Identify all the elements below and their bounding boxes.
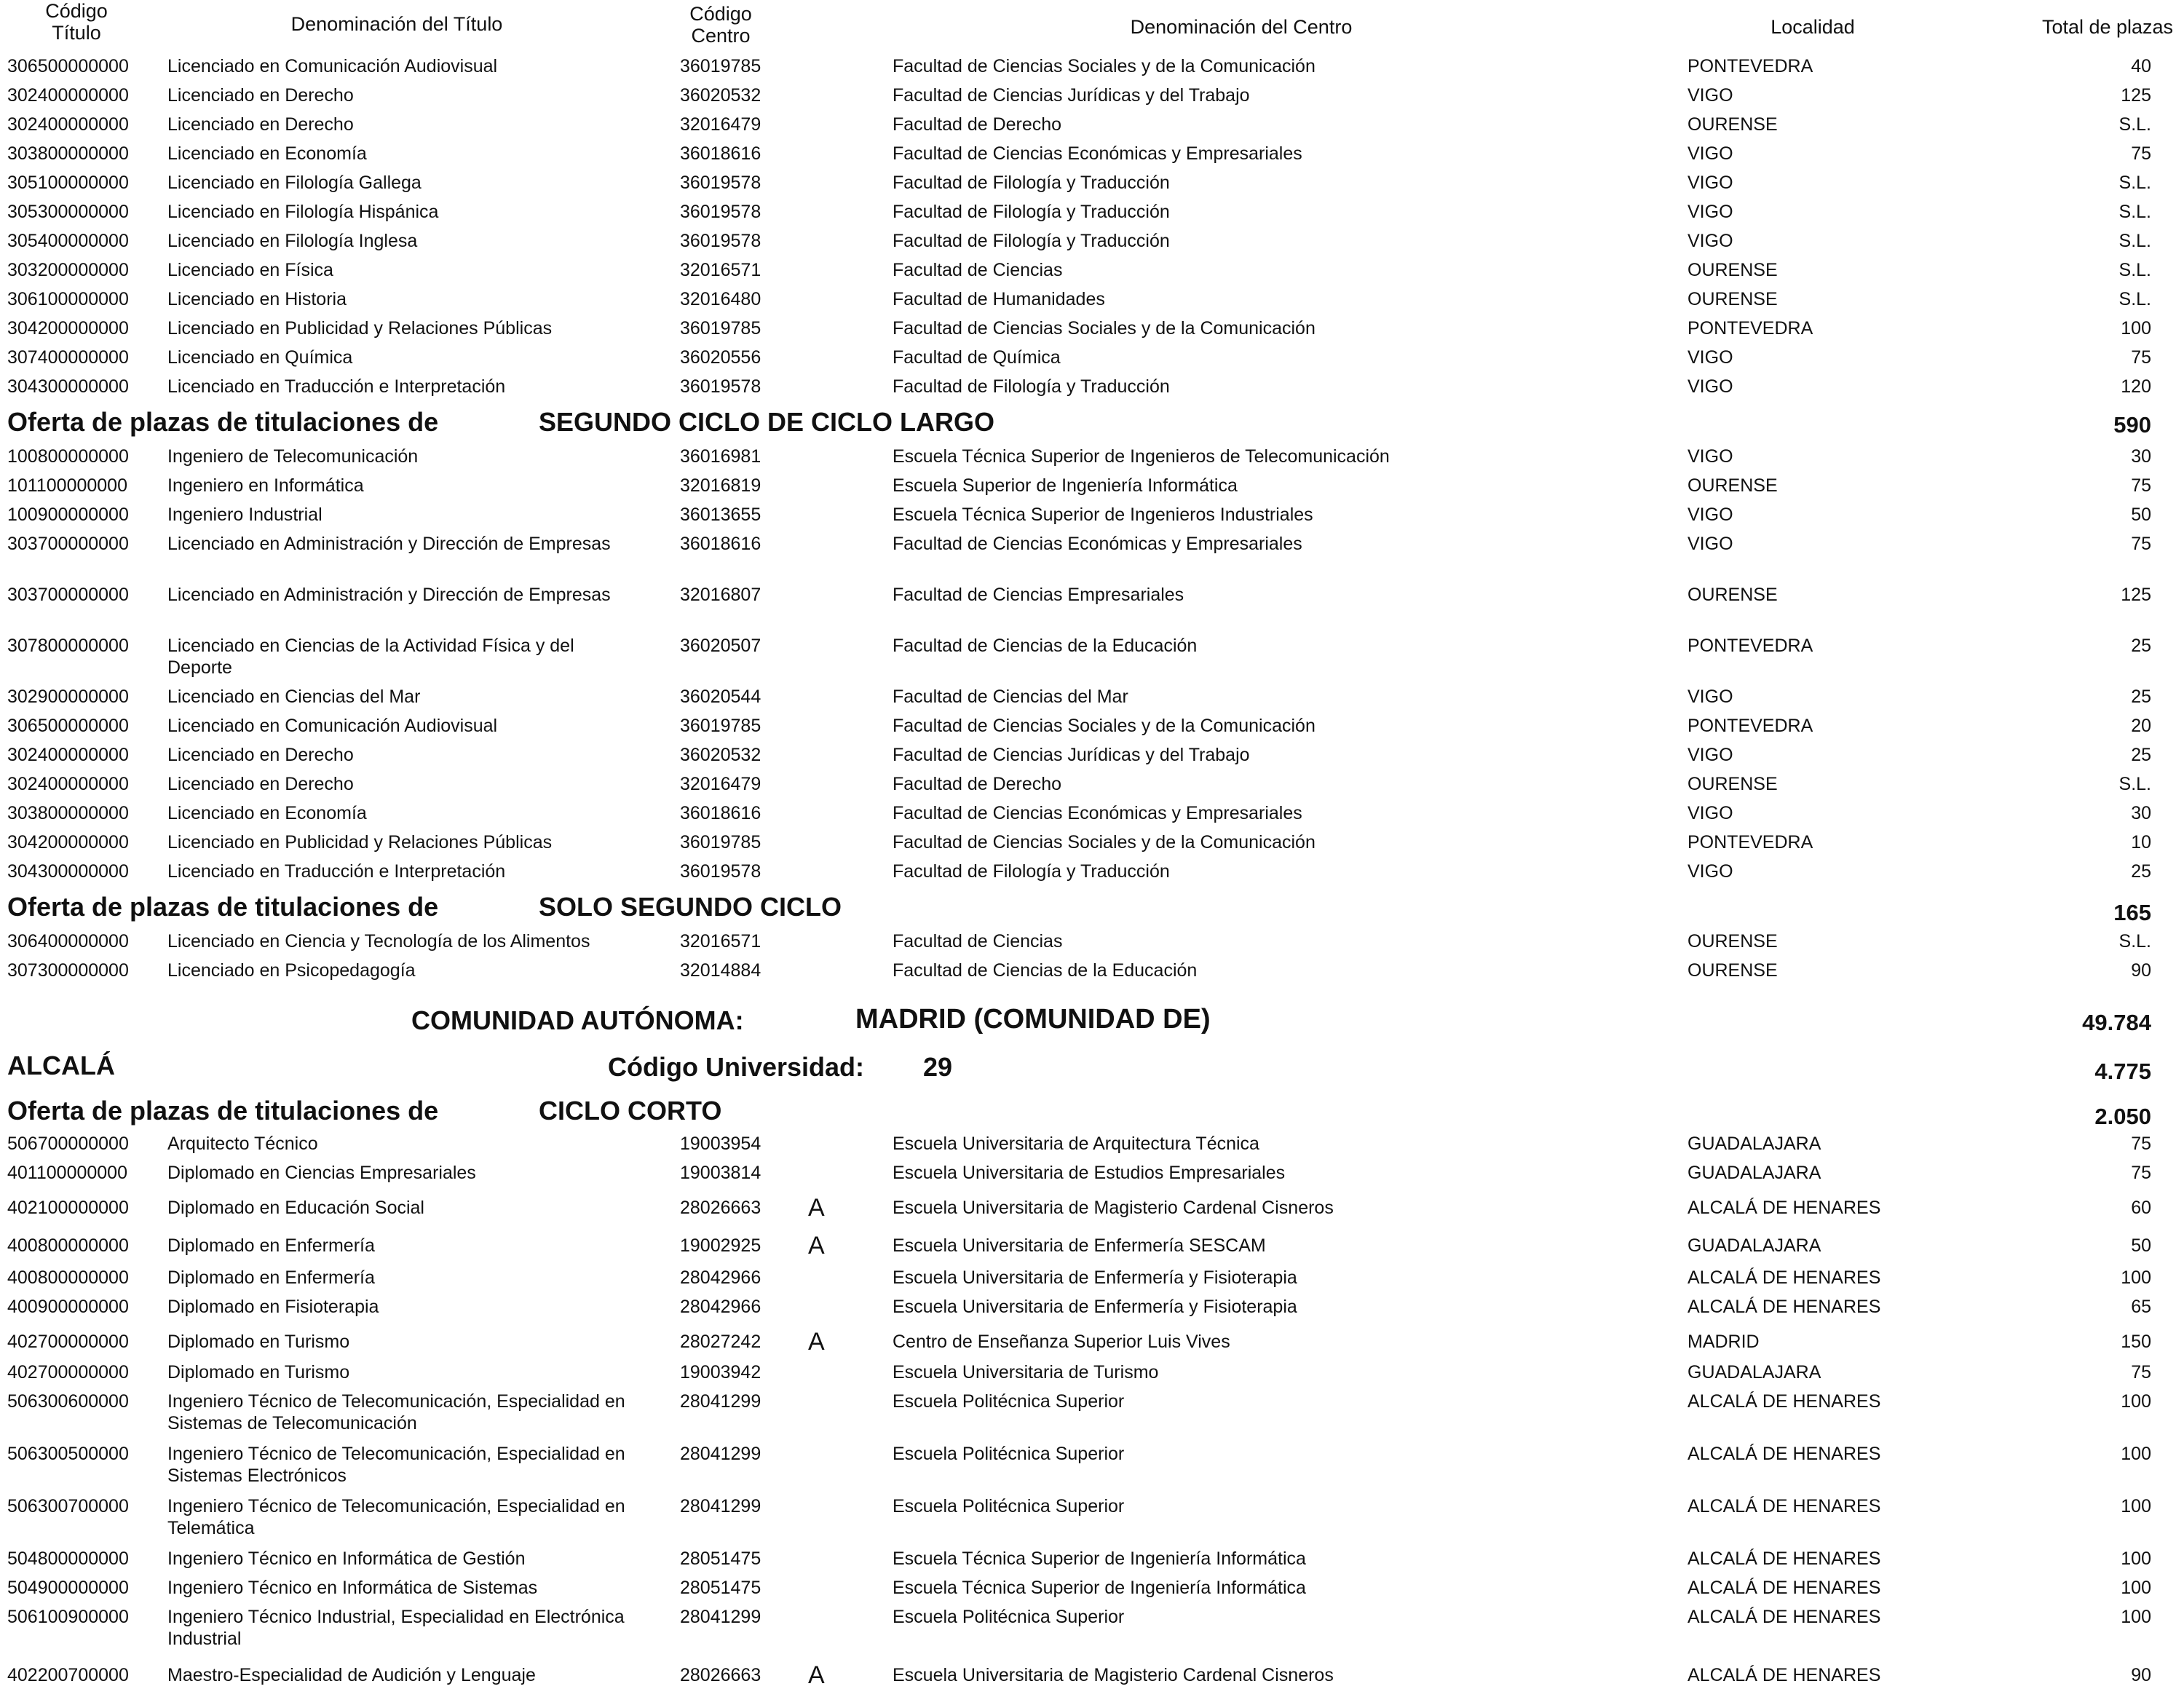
- titulo-cell: Licenciado en Derecho: [167, 85, 354, 106]
- universidad-nombre: ALCALÁ: [7, 1051, 115, 1080]
- code-cell: 306500000000: [7, 716, 129, 736]
- centro-name-cell: Facultad de Filología y Traducción: [893, 376, 1170, 397]
- section-type-solo-segundo-ciclo: SOLO SEGUNDO CICLO: [539, 892, 842, 922]
- code-cell: 400800000000: [7, 1267, 129, 1288]
- header-codigo-titulo-line1: Código: [45, 0, 108, 22]
- centro-name-cell: Facultad de Ciencias de la Educación: [893, 636, 1198, 656]
- titulo-cell: Licenciado en Derecho: [167, 114, 354, 135]
- codigo-centro-cell: 36019785: [680, 716, 761, 736]
- localidad-cell: VIGO: [1688, 687, 1733, 707]
- titulo-cell: Licenciado en Historia: [167, 289, 347, 309]
- centro-name-cell: Facultad de Ciencias Económicas y Empresariales: [893, 534, 1302, 554]
- codigo-centro-cell: 36019578: [680, 231, 761, 251]
- header-localidad: Localidad: [1770, 16, 1855, 38]
- plazas-cell: 100: [2121, 318, 2151, 339]
- plazas-cell: 30: [2131, 446, 2151, 467]
- centro-name-cell: Escuela Universitaria de Magisterio Cardenal Cisneros: [893, 1198, 1334, 1218]
- codigo-centro-cell: 28041299: [680, 1496, 761, 1516]
- localidad-cell: OURENSE: [1688, 931, 1778, 952]
- codigo-centro-cell: 19003942: [680, 1362, 761, 1383]
- titulo-cell: Licenciado en Física: [167, 260, 333, 280]
- plazas-cell: 125: [2121, 85, 2151, 106]
- section-total-ciclo-corto: 2.050: [2094, 1104, 2151, 1129]
- titulo-cell: Licenciado en Ciencias del Mar: [167, 687, 421, 707]
- titulo-cell: Licenciado en Comunicación Audiovisual: [167, 56, 498, 76]
- plazas-cell: 25: [2131, 745, 2151, 765]
- localidad-cell: PONTEVEDRA: [1688, 636, 1813, 656]
- titulo-cell: Arquitecto Técnico: [167, 1134, 318, 1154]
- localidad-cell: VIGO: [1688, 173, 1733, 193]
- centro-name-cell: Facultad de Filología y Traducción: [893, 861, 1170, 882]
- plazas-cell: 100: [2121, 1391, 2151, 1412]
- code-cell: 304300000000: [7, 376, 129, 397]
- centro-name-cell: Facultad de Ciencias Económicas y Empresariales: [893, 803, 1302, 823]
- localidad-cell: PONTEVEDRA: [1688, 716, 1813, 736]
- centro-name-cell: Facultad de Filología y Traducción: [893, 173, 1170, 193]
- code-cell: 303700000000: [7, 534, 129, 554]
- centro-name-cell: Escuela Universitaria de Estudios Empresariales: [893, 1163, 1286, 1183]
- codigo-centro-cell: 32016571: [680, 931, 761, 952]
- titulo-cell: Ingeniero Técnico de Telecomunicación, Especialidad en Sistemas de Telecomunicación: [167, 1391, 625, 1433]
- code-cell: 506700000000: [7, 1134, 129, 1154]
- plazas-cell: 50: [2131, 505, 2151, 525]
- codigo-centro-cell: 36019578: [680, 202, 761, 222]
- titulo-cell: Licenciado en Filología Inglesa: [167, 231, 418, 251]
- code-cell: 307300000000: [7, 960, 129, 981]
- codigo-centro-cell: 36019578: [680, 376, 761, 397]
- codigo-centro-cell: 32016479: [680, 774, 761, 794]
- universidad-codigo-label: Código Universidad:: [608, 1052, 865, 1082]
- codigo-centro-cell: 28042966: [680, 1267, 761, 1288]
- centro-name-cell: Escuela Universitaria de Enfermería y Fisioterapia: [893, 1267, 1297, 1288]
- localidad-cell: VIGO: [1688, 534, 1733, 554]
- codigo-centro-cell: 19003954: [680, 1134, 761, 1154]
- centro-name-cell: Facultad de Ciencias Sociales y de la Comunicación: [893, 318, 1315, 339]
- codigo-centro-cell: 28051475: [680, 1578, 761, 1598]
- localidad-cell: VIGO: [1688, 231, 1733, 251]
- localidad-cell: ALCALÁ DE HENARES: [1688, 1198, 1881, 1218]
- plazas-cell: 25: [2131, 861, 2151, 882]
- plazas-cell: S.L.: [2118, 202, 2151, 222]
- section-total-segundo-ciclo-largo: 590: [2113, 412, 2151, 438]
- localidad-cell: OURENSE: [1688, 475, 1778, 496]
- codigo-centro-cell: 36018616: [680, 143, 761, 164]
- code-cell: 302400000000: [7, 745, 129, 765]
- codigo-centro-cell: 32016571: [680, 260, 761, 280]
- codigo-centro-cell: 32016480: [680, 289, 761, 309]
- centro-name-cell: Escuela Universitaria de Arquitectura Técnica: [893, 1134, 1259, 1154]
- plazas-cell: 75: [2131, 347, 2151, 368]
- plazas-cell: 150: [2121, 1332, 2151, 1352]
- centro-name-cell: Facultad de Humanidades: [893, 289, 1105, 309]
- titulo-cell: Diplomado en Enfermería: [167, 1235, 375, 1256]
- plazas-cell: 90: [2131, 960, 2151, 981]
- code-cell: 402200700000: [7, 1665, 129, 1685]
- code-cell: 506300500000: [7, 1444, 129, 1464]
- codigo-centro-cell: 36020532: [680, 745, 761, 765]
- centro-name-cell: Facultad de Ciencias Económicas y Empresariales: [893, 143, 1302, 164]
- titulo-cell: Licenciado en Traducción e Interpretación: [167, 376, 506, 397]
- localidad-cell: MADRID: [1688, 1332, 1760, 1352]
- localidad-cell: VIGO: [1688, 347, 1733, 368]
- titulo-cell: Licenciado en Publicidad y Relaciones Públicas: [167, 318, 553, 339]
- localidad-cell: VIGO: [1688, 446, 1733, 467]
- code-cell: 303200000000: [7, 260, 129, 280]
- code-cell: 304300000000: [7, 861, 129, 882]
- centro-name-cell: Centro de Enseñanza Superior Luis Vives: [893, 1332, 1230, 1352]
- localidad-cell: VIGO: [1688, 143, 1733, 164]
- localidad-cell: OURENSE: [1688, 289, 1778, 309]
- plazas-cell: 75: [2131, 143, 2151, 164]
- code-cell: 304200000000: [7, 318, 129, 339]
- codigo-centro-cell: 28041299: [680, 1607, 761, 1627]
- header-codigo-centro-line1: Código: [689, 3, 752, 25]
- flag-cell: A: [808, 1661, 825, 1689]
- localidad-cell: PONTEVEDRA: [1688, 318, 1813, 339]
- code-cell: 303800000000: [7, 803, 129, 823]
- centro-name-cell: Facultad de Ciencias Empresariales: [893, 585, 1184, 605]
- code-cell: 302400000000: [7, 85, 129, 106]
- centro-name-cell: Facultad de Ciencias del Mar: [893, 687, 1128, 707]
- localidad-cell: ALCALÁ DE HENARES: [1688, 1578, 1881, 1598]
- flag-cell: A: [808, 1328, 825, 1356]
- localidad-cell: OURENSE: [1688, 585, 1778, 605]
- code-cell: 306400000000: [7, 931, 129, 952]
- localidad-cell: ALCALÁ DE HENARES: [1688, 1548, 1881, 1569]
- header-codigo-centro-line2: Centro: [691, 25, 751, 47]
- titulo-cell: Diplomado en Enfermería: [167, 1267, 375, 1288]
- localidad-cell: ALCALÁ DE HENARES: [1688, 1607, 1881, 1627]
- titulo-cell: Licenciado en Ciencia y Tecnología de los Alimentos: [167, 931, 590, 952]
- plazas-cell: 100: [2121, 1496, 2151, 1516]
- plazas-cell: 50: [2131, 1235, 2151, 1256]
- centro-name-cell: Escuela Técnica Superior de Ingeniería Informática: [893, 1548, 1306, 1569]
- code-cell: 400800000000: [7, 1235, 129, 1256]
- codigo-centro-cell: 19003814: [680, 1163, 761, 1183]
- code-cell: 400900000000: [7, 1297, 129, 1317]
- localidad-cell: GUADALAJARA: [1688, 1163, 1821, 1183]
- titulo-cell: Licenciado en Economía: [167, 143, 367, 164]
- plazas-cell: 100: [2121, 1267, 2151, 1288]
- comunidad-total: 49.784: [2082, 1010, 2151, 1035]
- section-heading-ciclo-corto: Oferta de plazas de titulaciones de: [7, 1096, 439, 1126]
- codigo-centro-cell: 36019578: [680, 861, 761, 882]
- section-total-solo-segundo-ciclo: 165: [2113, 900, 2151, 925]
- code-cell: 306100000000: [7, 289, 129, 309]
- localidad-cell: VIGO: [1688, 505, 1733, 525]
- flag-cell: A: [808, 1194, 825, 1222]
- centro-name-cell: Facultad de Ciencias Jurídicas y del Trabajo: [893, 85, 1250, 106]
- code-cell: 305300000000: [7, 202, 129, 222]
- code-cell: 302900000000: [7, 687, 129, 707]
- code-cell: 101100000000: [7, 475, 127, 496]
- localidad-cell: ALCALÁ DE HENARES: [1688, 1297, 1881, 1317]
- code-cell: 307400000000: [7, 347, 129, 368]
- plazas-cell: 100: [2121, 1548, 2151, 1569]
- localidad-cell: ALCALÁ DE HENARES: [1688, 1665, 1881, 1685]
- titulo-cell: Ingeniero Industrial: [167, 505, 323, 525]
- code-cell: 402700000000: [7, 1332, 129, 1352]
- centro-name-cell: Escuela Politécnica Superior: [893, 1496, 1125, 1516]
- localidad-cell: VIGO: [1688, 861, 1733, 882]
- centro-name-cell: Facultad de Derecho: [893, 114, 1062, 135]
- code-cell: 506300600000: [7, 1391, 129, 1412]
- codigo-centro-cell: 36013655: [680, 505, 761, 525]
- code-cell: 506100900000: [7, 1607, 129, 1627]
- titulo-cell: Licenciado en Química: [167, 347, 353, 368]
- header-denominacion-titulo: Denominación del Título: [290, 13, 503, 35]
- localidad-cell: ALCALÁ DE HENARES: [1688, 1496, 1881, 1516]
- centro-name-cell: Escuela Politécnica Superior: [893, 1391, 1125, 1412]
- codigo-centro-cell: 36020556: [680, 347, 761, 368]
- code-cell: 305100000000: [7, 173, 129, 193]
- localidad-cell: VIGO: [1688, 202, 1733, 222]
- comunidad-label: COMUNIDAD AUTÓNOMA:: [411, 1005, 744, 1035]
- section-heading-solo-segundo-ciclo: Oferta de plazas de titulaciones de: [7, 892, 439, 922]
- codigo-centro-cell: 28042966: [680, 1297, 761, 1317]
- localidad-cell: PONTEVEDRA: [1688, 832, 1813, 853]
- centro-name-cell: Escuela Politécnica Superior: [893, 1444, 1125, 1464]
- codigo-centro-cell: 28026663: [680, 1665, 761, 1685]
- titulo-cell: Licenciado en Derecho: [167, 745, 354, 765]
- plazas-cell: 60: [2131, 1198, 2151, 1218]
- titulo-cell: Maestro-Especialidad de Audición y Lenguaje: [167, 1665, 536, 1685]
- localidad-cell: GUADALAJARA: [1688, 1134, 1821, 1154]
- titulo-cell: Diplomado en Educación Social: [167, 1198, 424, 1218]
- localidad-cell: OURENSE: [1688, 774, 1778, 794]
- centro-name-cell: Facultad de Ciencias Sociales y de la Comunicación: [893, 832, 1315, 853]
- centro-name-cell: Facultad de Ciencias: [893, 260, 1063, 280]
- titulo-cell: Licenciado en Filología Hispánica: [167, 202, 439, 222]
- localidad-cell: VIGO: [1688, 803, 1733, 823]
- plazas-cell: 75: [2131, 1362, 2151, 1383]
- localidad-cell: PONTEVEDRA: [1688, 56, 1813, 76]
- plazas-cell: 75: [2131, 1163, 2151, 1183]
- plazas-cell: 75: [2131, 475, 2151, 496]
- localidad-cell: OURENSE: [1688, 260, 1778, 280]
- header-denominacion-centro: Denominación del Centro: [1130, 16, 1353, 38]
- localidad-cell: ALCALÁ DE HENARES: [1688, 1444, 1881, 1464]
- localidad-cell: GUADALAJARA: [1688, 1235, 1821, 1256]
- code-cell: 506300700000: [7, 1496, 129, 1516]
- centro-name-cell: Escuela Técnica Superior de Ingeniería Informática: [893, 1578, 1306, 1598]
- code-cell: 504900000000: [7, 1578, 129, 1598]
- centro-name-cell: Facultad de Filología y Traducción: [893, 231, 1170, 251]
- code-cell: 401100000000: [7, 1163, 127, 1183]
- localidad-cell: VIGO: [1688, 85, 1733, 106]
- code-cell: 504800000000: [7, 1548, 129, 1569]
- plazas-cell: 125: [2121, 585, 2151, 605]
- centro-name-cell: Escuela Superior de Ingeniería Informática: [893, 475, 1238, 496]
- plazas-cell: S.L.: [2118, 114, 2151, 135]
- codigo-centro-cell: 28041299: [680, 1391, 761, 1412]
- codigo-centro-cell: 32016479: [680, 114, 761, 135]
- plazas-cell: 30: [2131, 803, 2151, 823]
- plazas-cell: S.L.: [2118, 173, 2151, 193]
- localidad-cell: VIGO: [1688, 745, 1733, 765]
- centro-name-cell: Facultad de Ciencias Sociales y de la Comunicación: [893, 56, 1315, 76]
- plazas-cell: 20: [2131, 716, 2151, 736]
- centro-name-cell: Escuela Universitaria de Magisterio Cardenal Cisneros: [893, 1665, 1334, 1685]
- codigo-centro-cell: 36020507: [680, 636, 761, 656]
- section-type-segundo-ciclo-largo: SEGUNDO CICLO DE CICLO LARGO: [539, 407, 995, 437]
- plazas-cell: S.L.: [2118, 231, 2151, 251]
- plazas-cell: 100: [2121, 1607, 2151, 1627]
- codigo-centro-cell: 19002925: [680, 1235, 761, 1256]
- header-total-plazas: Total de plazas: [2041, 16, 2174, 38]
- plazas-cell: 25: [2131, 636, 2151, 656]
- titulo-cell: Ingeniero Técnico Industrial, Especialidad en Electrónica Industrial: [167, 1607, 625, 1649]
- universidad-codigo: 29: [923, 1052, 953, 1082]
- plazas-cell: 65: [2131, 1297, 2151, 1317]
- titulo-cell: Ingeniero Técnico de Telecomunicación, Especialidad en Sistemas Electrónicos: [167, 1444, 625, 1486]
- header-codigo-centro: [673, 3, 768, 47]
- header-codigo-titulo-line2: Título: [52, 22, 101, 44]
- titulo-cell: Ingeniero Técnico en Informática de Gestión: [167, 1548, 526, 1569]
- centro-name-cell: Facultad de Filología y Traducción: [893, 202, 1170, 222]
- codigo-centro-cell: 36019785: [680, 832, 761, 853]
- titulo-cell: Licenciado en Psicopedagogía: [167, 960, 416, 981]
- centro-name-cell: Facultad de Ciencias: [893, 931, 1063, 952]
- titulo-cell: Ingeniero en Informática: [167, 475, 364, 496]
- plazas-cell: 25: [2131, 687, 2151, 707]
- plazas-cell: 40: [2131, 56, 2151, 76]
- code-cell: 302400000000: [7, 114, 129, 135]
- centro-name-cell: Escuela Universitaria de Turismo: [893, 1362, 1159, 1383]
- titulo-cell: Ingeniero Técnico de Telecomunicación, Especialidad en Telemática: [167, 1496, 625, 1538]
- code-cell: 306500000000: [7, 56, 129, 76]
- plazas-cell: S.L.: [2118, 260, 2151, 280]
- plazas-cell: S.L.: [2118, 774, 2151, 794]
- titulo-cell: Diplomado en Turismo: [167, 1332, 350, 1352]
- code-cell: 304200000000: [7, 832, 129, 853]
- codigo-centro-cell: 32014884: [680, 960, 761, 981]
- centro-name-cell: Facultad de Ciencias Jurídicas y del Trabajo: [893, 745, 1250, 765]
- codigo-centro-cell: 28041299: [680, 1444, 761, 1464]
- localidad-cell: ALCALÁ DE HENARES: [1688, 1267, 1881, 1288]
- centro-name-cell: Facultad de Ciencias de la Educación: [893, 960, 1198, 981]
- centro-name-cell: Facultad de Química: [893, 347, 1061, 368]
- plazas-cell: S.L.: [2118, 931, 2151, 952]
- centro-name-cell: Facultad de Derecho: [893, 774, 1062, 794]
- code-cell: 305400000000: [7, 231, 129, 251]
- titulo-cell: Licenciado en Comunicación Audiovisual: [167, 716, 498, 736]
- codigo-centro-cell: 36018616: [680, 803, 761, 823]
- centro-name-cell: Escuela Universitaria de Enfermería SESCAM: [893, 1235, 1266, 1256]
- titulo-cell: Diplomado en Fisioterapia: [167, 1297, 379, 1317]
- code-cell: 100900000000: [7, 505, 129, 525]
- centro-name-cell: Facultad de Ciencias Sociales y de la Comunicación: [893, 716, 1315, 736]
- titulo-cell: Licenciado en Ciencias de la Actividad Física y del Deporte: [167, 636, 574, 678]
- titulo-cell: Diplomado en Ciencias Empresariales: [167, 1163, 476, 1183]
- codigo-centro-cell: 36016981: [680, 446, 761, 467]
- plazas-cell: S.L.: [2118, 289, 2151, 309]
- code-cell: 303800000000: [7, 143, 129, 164]
- code-cell: 307800000000: [7, 636, 129, 656]
- titulo-cell: Diplomado en Turismo: [167, 1362, 350, 1383]
- centro-name-cell: Escuela Técnica Superior de Ingenieros de Telecomunicación: [893, 446, 1390, 467]
- localidad-cell: OURENSE: [1688, 114, 1778, 135]
- localidad-cell: GUADALAJARA: [1688, 1362, 1821, 1383]
- centro-name-cell: Escuela Universitaria de Enfermería y Fisioterapia: [893, 1297, 1297, 1317]
- titulo-cell: Licenciado en Administración y Dirección de Empresas: [167, 534, 611, 554]
- codigo-centro-cell: 32016807: [680, 585, 761, 605]
- titulo-cell: Licenciado en Derecho: [167, 774, 354, 794]
- titulo-cell: Licenciado en Filología Gallega: [167, 173, 422, 193]
- codigo-centro-cell: 36020532: [680, 85, 761, 106]
- plazas-cell: 75: [2131, 534, 2151, 554]
- codigo-centro-cell: 28051475: [680, 1548, 761, 1569]
- code-cell: 100800000000: [7, 446, 129, 467]
- codigo-centro-cell: 32016819: [680, 475, 761, 496]
- codigo-centro-cell: 36019785: [680, 56, 761, 76]
- localidad-cell: VIGO: [1688, 376, 1733, 397]
- centro-name-cell: Escuela Técnica Superior de Ingenieros Industriales: [893, 505, 1313, 525]
- titulo-cell: Licenciado en Economía: [167, 803, 367, 823]
- plazas-cell: 100: [2121, 1444, 2151, 1464]
- section-type-ciclo-corto: CICLO CORTO: [539, 1096, 722, 1126]
- universidad-total: 4.775: [2094, 1059, 2151, 1084]
- plazas-cell: 120: [2121, 376, 2151, 397]
- plazas-cell: 100: [2121, 1578, 2151, 1598]
- plazas-cell: 90: [2131, 1665, 2151, 1685]
- titulo-cell: Ingeniero de Telecomunicación: [167, 446, 419, 467]
- codigo-centro-cell: 36020544: [680, 687, 761, 707]
- header-codigo-titulo: [29, 0, 124, 44]
- titulo-cell: Licenciado en Administración y Dirección de Empresas: [167, 585, 611, 605]
- titulo-cell: Licenciado en Traducción e Interpretación: [167, 861, 506, 882]
- centro-name-cell: Escuela Politécnica Superior: [893, 1607, 1125, 1627]
- titulo-cell: Ingeniero Técnico en Informática de Sistemas: [167, 1578, 538, 1598]
- code-cell: 303700000000: [7, 585, 129, 605]
- codigo-centro-cell: 36019785: [680, 318, 761, 339]
- comunidad-nombre: MADRID (COMUNIDAD DE): [855, 1004, 1211, 1035]
- code-cell: 402700000000: [7, 1362, 129, 1383]
- titulo-cell: Licenciado en Publicidad y Relaciones Públicas: [167, 832, 553, 853]
- plazas-cell: 75: [2131, 1134, 2151, 1154]
- code-cell: 402100000000: [7, 1198, 129, 1218]
- localidad-cell: ALCALÁ DE HENARES: [1688, 1391, 1881, 1412]
- codigo-centro-cell: 28027242: [680, 1332, 761, 1352]
- plazas-cell: 10: [2131, 832, 2151, 853]
- section-heading-segundo-ciclo-largo: Oferta de plazas de titulaciones de: [7, 407, 439, 437]
- codigo-centro-cell: 36019578: [680, 173, 761, 193]
- codigo-centro-cell: 36018616: [680, 534, 761, 554]
- flag-cell: A: [808, 1232, 825, 1259]
- codigo-centro-cell: 28026663: [680, 1198, 761, 1218]
- code-cell: 302400000000: [7, 774, 129, 794]
- localidad-cell: OURENSE: [1688, 960, 1778, 981]
